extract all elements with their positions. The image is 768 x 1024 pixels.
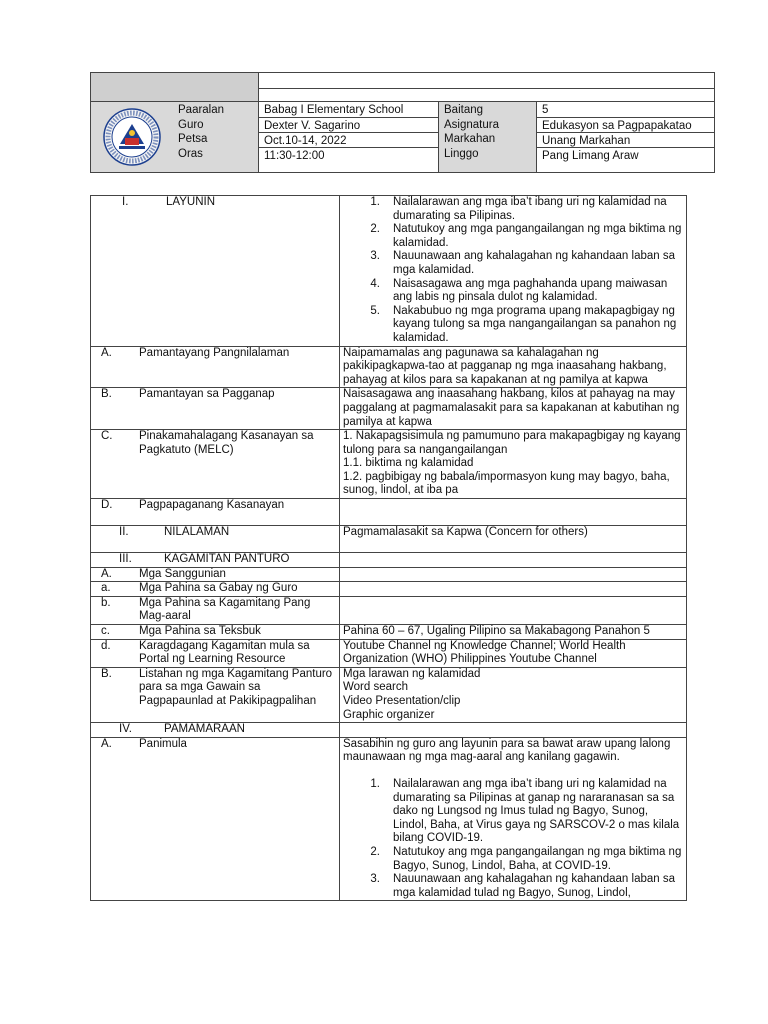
table-row <box>91 346 687 388</box>
row-number: b. <box>101 596 111 609</box>
row-number: A. <box>101 346 112 359</box>
header-value-week: Pang Limang Araw <box>542 150 639 162</box>
header-labels-2 <box>439 102 537 173</box>
row-number: I. <box>122 196 129 208</box>
header-label-date: Petsa <box>178 133 208 145</box>
header-label-teacher: Guro <box>178 118 204 131</box>
header-value-quarter: Unang Markahan <box>537 133 714 148</box>
row-number: C. <box>101 430 113 443</box>
header-value-grade: 5 <box>537 102 714 118</box>
header-value-subject: Edukasyon sa Pagpapakatao <box>537 118 714 133</box>
table-row <box>91 596 687 624</box>
table-row <box>91 388 687 430</box>
row-content <box>340 582 687 597</box>
objectives-list <box>343 196 683 346</box>
row-content <box>340 723 687 738</box>
row-label: Karagdagang Kagamitan mula sa Portal ng Learning Resource <box>139 639 310 666</box>
row-label: Panimula <box>139 737 187 750</box>
list-item: 1. Nailalarawan ang mga iba’t ibang uri ng kalamidad na dumarating sa Pilipinas. <box>370 196 667 222</box>
row-content: Naisasagawa ang inaasahang hakbang, kilos at pahayag na may paggalang at pagmamalasakit para sa kapakanan at kabutihan ng pamilya at kapwa <box>340 388 687 430</box>
melc-line: 1.1. biktima ng kalamidad <box>343 457 474 470</box>
row-label: Pamantayan sa Pagganap <box>139 388 275 401</box>
row-label: KAGAMITAN PANTURO <box>164 553 290 566</box>
header-blank-row <box>259 73 715 89</box>
row-label: LAYUNIN <box>166 196 215 208</box>
row-content: Naipamamalas ang pagunawa sa kahalagahan ng pakikipagkapwa-tao at pagganap ng mga inaasahang hakbang, pahayag at kilos para sa kapakanan at ng pamilya at kapwa <box>340 346 687 388</box>
row-label: Pagpapaganang Kasanayan <box>139 499 285 512</box>
table-row <box>91 737 687 901</box>
row-number: B. <box>101 667 112 680</box>
row-content: Youtube Channel ng Knowledge Channel; World Health Organization (WHO) Philippines Youtube Channel <box>340 639 687 667</box>
lesson-table <box>90 195 686 901</box>
header-label-week: Linggo <box>444 147 479 160</box>
row-number: IV. <box>119 723 133 736</box>
row-label: Pinakamahalagang Kasanayan sa Pagkatuto (MELC) <box>139 430 314 456</box>
table-row <box>91 582 687 597</box>
header-blank-row <box>259 88 715 101</box>
table-row <box>91 625 687 640</box>
material-item: Video Presentation/clip <box>343 695 461 707</box>
row-content <box>340 596 687 624</box>
row-number: D. <box>101 499 113 512</box>
row-number: c. <box>101 625 110 638</box>
table-row <box>91 567 687 582</box>
header-value-time: 11:30-12:00 <box>264 150 325 162</box>
header-value-teacher: Dexter V. Sagarino <box>259 118 438 133</box>
row-number: B. <box>101 388 112 401</box>
header-values <box>259 102 439 173</box>
panimula-objectives-list <box>343 778 683 900</box>
list-item: 2. Natutukoy ang mga pangangailangan ng mga biktima ng kalamidad. <box>370 223 682 249</box>
list-item: 2. Natutukoy ang mga pangangailangan ng mga biktima ng Bagyo, Sunog, Lindol, Baha, at COVID-19. <box>370 845 682 872</box>
header-value-school: Babag I Elementary School <box>259 102 438 118</box>
row-label: PAMAMARAAN <box>164 723 245 736</box>
header-blank-cell <box>91 73 259 102</box>
row-label: Mga Pahina sa Gabay ng Guro <box>139 582 298 595</box>
header-values-2 <box>537 102 715 173</box>
row-label: Listahan ng mga Kagamitang Panturo para sa mga Gawain sa Pagpapaunlad at Pakikipagpalihan <box>139 667 333 707</box>
row-content <box>340 667 687 722</box>
row-number: II. <box>119 526 129 539</box>
table-row <box>91 553 687 568</box>
table-row <box>91 526 687 553</box>
header-block <box>90 72 714 172</box>
table-row <box>91 723 687 738</box>
melc-line: 1. Nakapagsisimula ng pamumuno para makapagbigay ng kayang tulong para sa nangangailangan <box>343 430 681 456</box>
deped-seal-icon <box>103 108 161 166</box>
row-label: Mga Pahina sa Kagamitang Pang Mag-aaral <box>139 596 311 623</box>
list-item: 5. Nakabubuo ng mga programa upang makapagbigay ng kayang tulong sa mga nangangailangan sa panahon ng kalamidad. <box>370 304 677 344</box>
row-content: Pagmamalasakit sa Kapwa (Concern for others) <box>340 526 687 553</box>
row-label: Mga Pahina sa Teksbuk <box>139 625 261 638</box>
header-label-time: Oras <box>178 147 203 160</box>
header-label-subject: Asignatura <box>444 118 499 131</box>
header-label-grade: Baitang <box>444 104 484 116</box>
row-label: Mga Sanggunian <box>139 567 226 580</box>
material-item: Graphic organizer <box>343 708 435 721</box>
material-item: Mga larawan ng kalamidad <box>343 667 481 680</box>
row-content: Pahina 60 – 67, Ugaling Pilipino sa Makabagong Panahon 5 <box>340 625 687 640</box>
row-number: a. <box>101 582 111 595</box>
row-content <box>340 499 687 526</box>
header-value-date: Oct.10-14, 2022 <box>259 133 438 148</box>
row-content <box>340 567 687 582</box>
header-label-quarter: Markahan <box>444 133 496 145</box>
row-content <box>340 430 687 499</box>
row-number: A. <box>101 737 112 750</box>
header-label-school: Paaralan <box>178 104 225 116</box>
list-item: 1. Nailalarawan ang mga iba’t ibang uri ng kalamidad na dumarating sa Pilipinas at ganap ng nararanasan sa sa dako ng Lungsod ng Imus tulad ng Bagyo, Sunog, Lindol, Baha, at Virus gaya ng SARSCOV-2 o mas kilala bilang COVID-19. <box>370 777 680 845</box>
row-number: A. <box>101 567 112 580</box>
logo-cell <box>91 102 259 173</box>
table-row <box>91 430 687 499</box>
row-content <box>340 553 687 568</box>
row-number: III. <box>119 553 132 566</box>
panimula-intro: Sasabihin ng guro ang layunin para sa bawat araw upang lalong maunawaan ng mga mag-aaral ang kanilang gagawin. <box>343 737 671 764</box>
melc-line: 1.2. pagbibigay ng babala/impormasyon kung may bagyo, baha, sunog, lindol, at iba pa <box>343 470 670 497</box>
row-number: d. <box>101 639 111 652</box>
table-row <box>91 667 687 722</box>
row-label: NILALAMAN <box>164 526 230 539</box>
row-label: Pamantayang Pangnilalaman <box>139 346 290 359</box>
table-row <box>91 499 687 526</box>
table-row <box>91 639 687 667</box>
list-item: 3. Nauunawaan ang kahalagahan ng kahandaan laban sa mga kalamidad tulad ng Bagyo, Sunog, Lindol, <box>370 873 675 899</box>
material-item: Word search <box>343 681 408 694</box>
list-item: 4. Naisasagawa ang mga paghahanda upang maiwasan ang labis ng pinsala dulot ng kalamidad. <box>370 277 668 304</box>
table-row <box>91 196 687 347</box>
list-item: 3. Nauunawaan ang kahalagahan ng kahandaan laban sa mga kalamidad. <box>370 250 675 276</box>
